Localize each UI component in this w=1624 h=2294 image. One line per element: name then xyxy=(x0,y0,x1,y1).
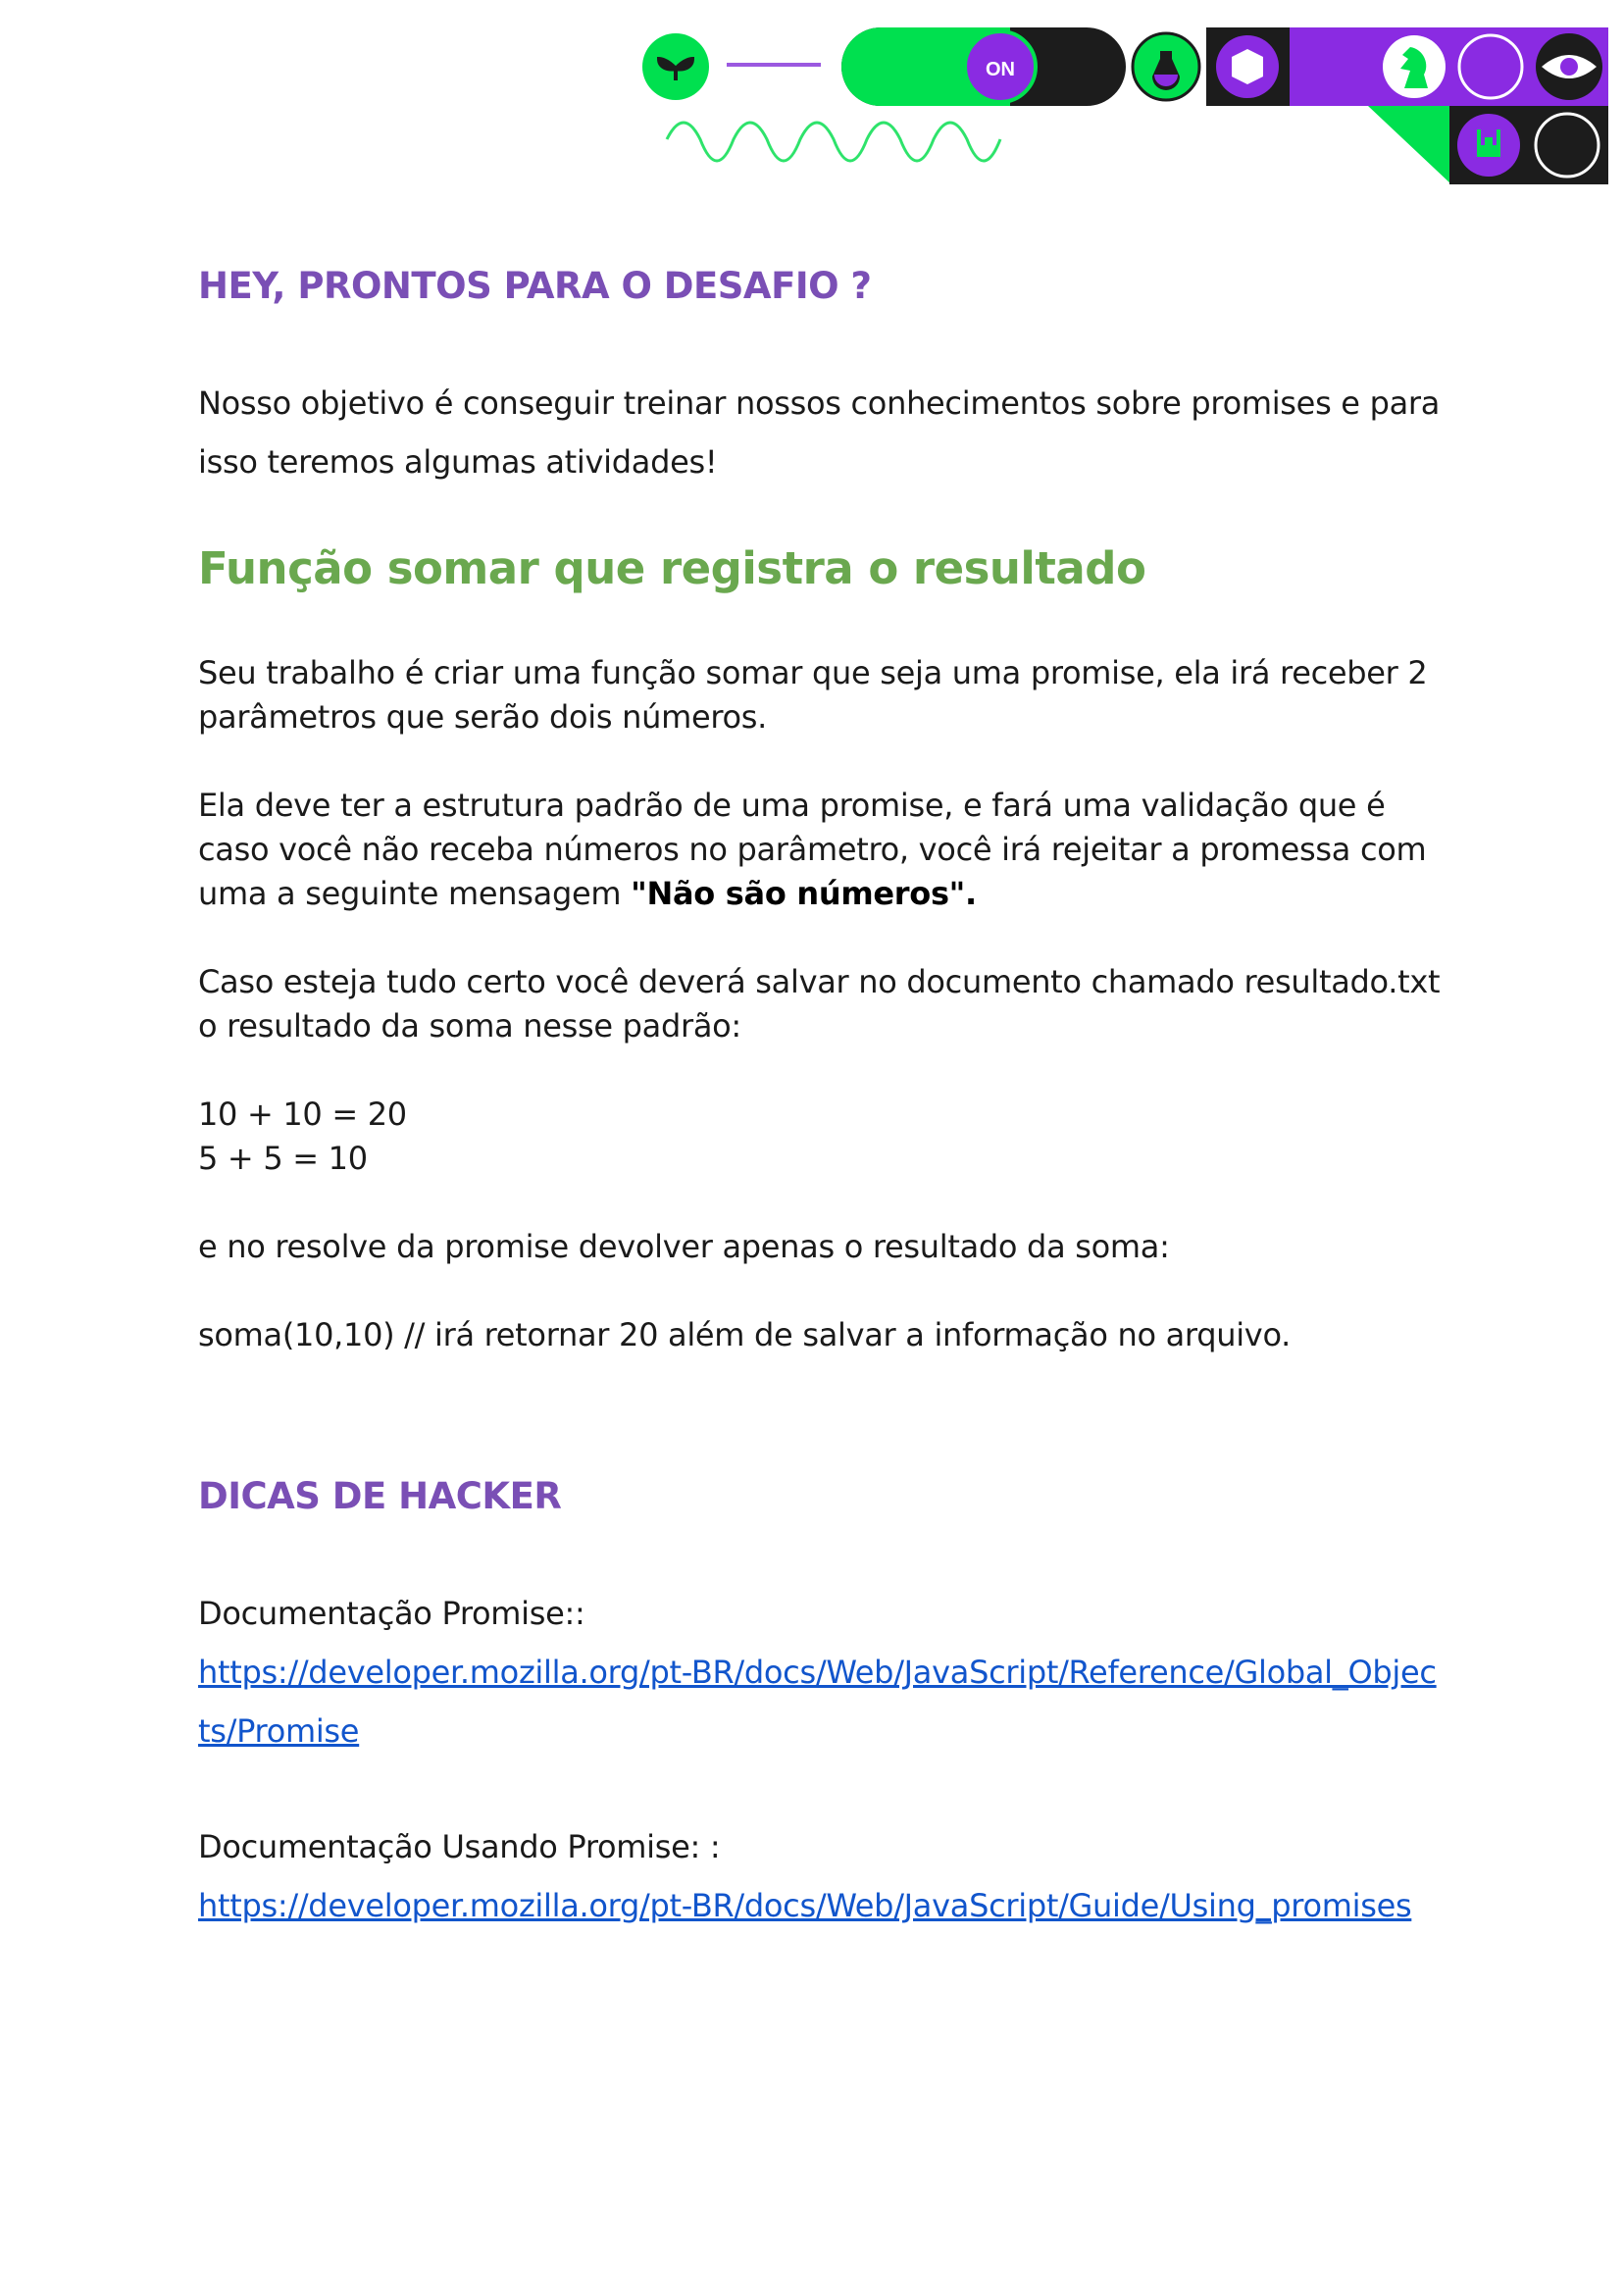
doc2-block xyxy=(198,1817,1444,1935)
example-line-2: 5 + 5 = 10 xyxy=(198,1140,368,1177)
task-paragraph-2 xyxy=(198,784,1444,916)
tips-heading: DICAS DE HACKER xyxy=(198,1475,562,1517)
toggle-label: ON xyxy=(986,59,1015,80)
task-paragraph-3: Caso esteja tudo certo você deverá salvar no documento chamado resultado.txt o resultado da soma nesse padrão: xyxy=(198,963,1441,1045)
task-paragraph-1: Seu trabalho é criar uma função somar que seja uma promise, ela irá receber 2 parâmetros que serão dois números. xyxy=(198,654,1428,736)
doc2-label: Documentação Usando Promise: : xyxy=(198,1828,721,1865)
example-line-1: 10 + 10 = 20 xyxy=(198,1096,407,1133)
intro-paragraph: Nosso objetivo é conseguir treinar nossos conhecimentos sobre promises e para isso teremos algumas atividades! xyxy=(198,384,1441,481)
task-paragraph-4: e no resolve da promise devolver apenas o resultado da soma: xyxy=(198,1228,1170,1265)
wave-decoration xyxy=(667,123,1000,161)
document-content xyxy=(198,257,1444,1935)
toggle-switch-icon xyxy=(841,27,1126,106)
doc1-label: Documentação Promise:: xyxy=(198,1595,585,1632)
error-message: "Não são números". xyxy=(631,875,977,912)
header-banner xyxy=(0,0,1624,196)
doc2-link[interactable]: https://developer.mozilla.org/pt-BR/docs/Web/JavaScript/Guide/Using_promises xyxy=(198,1887,1412,1924)
doc1-link[interactable]: https://developer.mozilla.org/pt-BR/docs/Web/JavaScript/Reference/Global_Objects/Promise xyxy=(198,1654,1437,1750)
doc1-block xyxy=(198,1584,1444,1760)
task-paragraph-5: soma(10,10) // irá retornar 20 além de salvar a informação no arquivo. xyxy=(198,1316,1292,1353)
task-heading: Função somar que registra o resultado xyxy=(198,542,1146,594)
intro-heading: HEY, PRONTOS PARA O DESAFIO ? xyxy=(198,265,872,307)
task-paragraph-2-text: Ela deve ter a estrutura padrão de uma promise, e fará uma validação que é caso você não receba números no parâmetro, você irá rejeitar a promessa com uma a seguinte mensagem xyxy=(198,787,1427,912)
